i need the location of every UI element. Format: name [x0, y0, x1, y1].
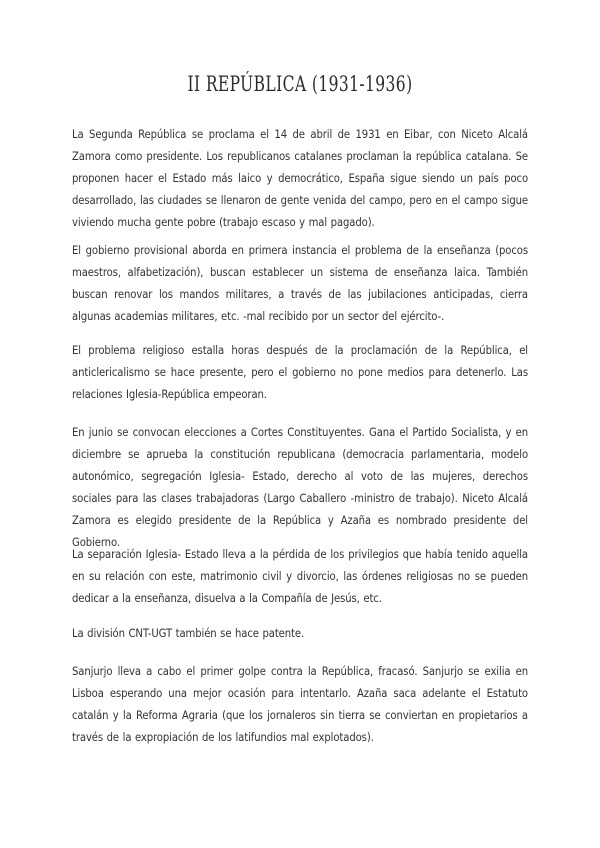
- paragraph-constituent-cortes: En junio se convocan elecciones a Cortes Constituyentes. Gana el Partido Socialista, y en diciembre se aprueba la constitución republicana (democracia parlamentaria, modelo autonómico, segregación Iglesia- Estado, derecho al voto de las mujeres, derechos sociales para las clases trabajadoras (Largo Caballero -ministro de trabajo). Niceto Alcalá Zamora es elegido presidente de la República y Azaña es nombrado presidente del Gobierno.: [72, 426, 528, 549]
- page-title: II REPÚBLICA (1931-1936): [187, 72, 413, 96]
- paragraph-cnt-ugt-division: La división CNT-UGT también se hace patente.: [72, 627, 305, 640]
- paragraph-proclamation: La Segunda República se proclama el 14 de abril de 1931 en Eibar, con Niceto Alcalá Zamora como presidente. Los republicanos catalanes proclaman la república catalana. Se proponen hacer el Estado más laico y democrático, España sigue siendo un país poco desarrollado, las ciudades se llenaron de gente venida del campo, pero en el campo sigue viviendo mucha gente pobre (trabajo escaso y mal pagado).: [72, 128, 528, 229]
- paragraph-religious-problem: El problema religioso estalla horas después de la proclamación de la República, el anticlericalismo se hace presente, pero el gobierno no pone medios para detenerlo. Las relaciones Iglesia-República empeoran.: [72, 344, 528, 401]
- paragraph-sanjurjo-coup: Sanjurjo lleva a cabo el primer golpe contra la República, fracasó. Sanjurjo se exilia en Lisboa esperando una mejor ocasión para intentarlo. Azaña saca adelante el Estatuto catalán y la Reforma Agraria (que los jornaleros sin tierra se conviertan en propietarios a través de la expropiación de los latifundios mal explotados).: [72, 665, 528, 744]
- paragraph-church-state-separation: La separación Iglesia- Estado lleva a la pérdida de los privilegios que había tenido aquella en su relación con este, matrimonio civil y divorcio, las órdenes religiosas no se pueden dedicar a la enseñanza, disuelva a la Compañía de Jesús, etc.: [72, 548, 528, 605]
- paragraph-provisional-government: El gobierno provisional aborda en primera instancia el problema de la enseñanza (pocos maestros, alfabetización), buscan establecer un sistema de enseñanza laica. También buscan renovar los mandos militares, a través de las jubilaciones anticipadas, cierra algunas academias militares, etc. -mal recibido por un sector del ejército-.: [72, 244, 528, 323]
